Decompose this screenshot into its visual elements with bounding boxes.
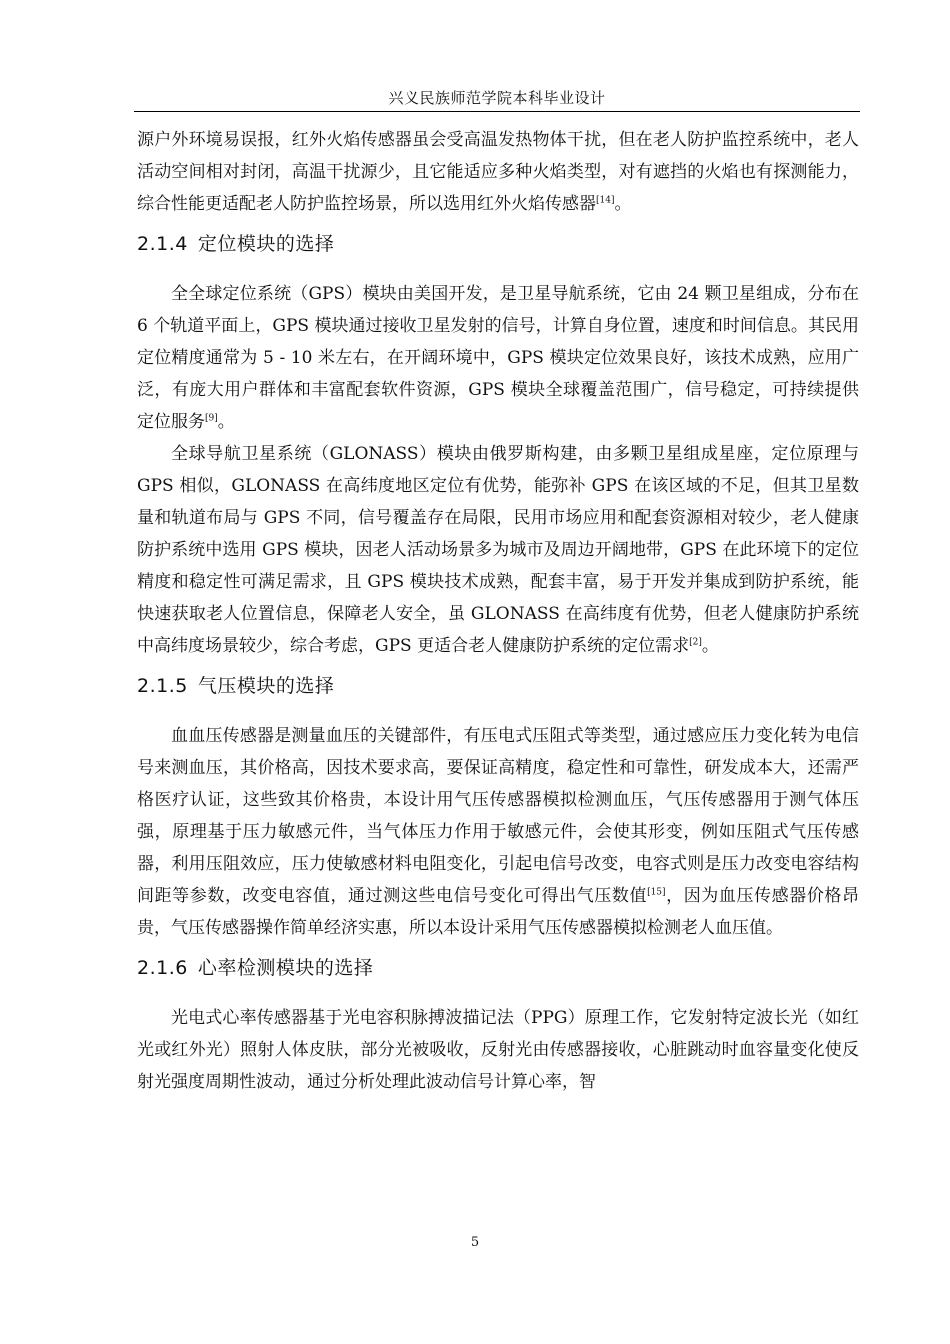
intro-tail: 。 (614, 194, 632, 214)
paragraph-tail: ，因为血压传感器价格昂贵，气压传感器操作简单经济实惠，所以本设计采用气压传感器模拟检测老人血压值。 (137, 886, 860, 938)
section-title: 心率检测模块的选择 (197, 957, 374, 979)
section-title: 定位模块的选择 (197, 233, 335, 255)
page-content (137, 124, 859, 1098)
header-rule (134, 111, 860, 112)
intro-text: 源户外环境易误报，红外火焰传感器虽会受高温发热物体干扰，但在老人防护监控系统中，老人活动空间相对封闭，高温干扰源少，且它能适应多种火焰类型，对有遮挡的火焰也有探测能力，综合性能更适配老人防护监控场景，所以选用红外火焰传感器 (137, 130, 859, 214)
section-title: 气压模块的选择 (197, 675, 335, 697)
section-number: 2.1.5 (137, 675, 188, 697)
citation-2: [2] (689, 637, 702, 648)
page-header: 兴义民族师范学院本科毕业设计 (388, 89, 606, 107)
page-number: 5 (470, 1235, 480, 1250)
paragraph-text: 光电式心率传感器基于光电容积脉搏波描记法（PPG）原理工作，它发射特定波长光（如红光或红外光）照射人体皮肤，部分光被吸收，反射光由传感器接收，心脏跳动时血容量变化使反射光强度周期性波动，通过分析处理此波动信号计算心率，智 (137, 1008, 859, 1092)
citation-14: [14] (596, 195, 615, 206)
paragraph-text: 血血压传感器是测量血压的关键部件，有压电式压阻式等类型，通过感应压力变化转为电信号来测血压，其价格高，因技术要求高，要保证高精度，稳定性和可靠性，研发成本大，还需严格医疗认证，这些致其价格贵，本设计用气压传感器模拟检测血压，气压传感器用于测气体压强，原理基于压力敏感元件，当气体压力作用于敏感元件，会使其形变，例如压阻式气压传感器，利用压阻效应，压力使敏感材料电阻变化，引起电信号改变，电容式则是压力改变电容结构间距等参数，改变电容值，通过测这些电信号变化可得出气压数值 (137, 726, 859, 906)
paragraph-tail: 。 (217, 412, 235, 432)
heart-rate-paragraph (137, 1002, 859, 1098)
intro-paragraph (137, 124, 859, 220)
section-heading-2-1-5 (137, 672, 859, 700)
gps-paragraph (137, 278, 859, 438)
citation-15: [15] (647, 887, 666, 898)
paragraph-tail: 。 (701, 636, 719, 656)
glonass-paragraph (137, 438, 859, 662)
pressure-paragraph (137, 720, 859, 944)
section-number: 2.1.6 (137, 957, 188, 979)
citation-9: [9] (205, 413, 218, 424)
section-heading-2-1-4 (137, 230, 859, 258)
paragraph-text: 全球导航卫星系统（GLONASS）模块由俄罗斯构建，由多颗卫星组成星座，定位原理与 GPS 相似，GLONASS 在高纬度地区定位有优势，能弥补 GPS 在该区域的不足，但其卫星数量和轨道布局与 GPS 不同，信号覆盖存在局限，民用市场应用和配套资源相对较少，老人健康防护系统中选用 GPS 模块，因老人活动场景多为城市及周边开阔地带，GPS 在此环境下的定位精度和稳定性可满足需求，且 GPS 模块技术成熟，配套丰富，易于开发并集成到防护系统，能快速获取老人位置信息，保障老人安全，虽 GLONASS 在高纬度有优势，但老人健康防护系统中高纬度场景较少，综合考虑，GPS 更适合老人健康防护系统的定位需求 (137, 444, 859, 656)
section-heading-2-1-6 (137, 954, 859, 982)
paragraph-text: 全全球定位系统（GPS）模块由美国开发，是卫星导航系统，它由 24 颗卫星组成，分布在 6 个轨道平面上，GPS 模块通过接收卫星发射的信号，计算自身位置，速度和时间信息。其民用定位精度通常为 5 - 10 米左右，在开阔环境中，GPS 模块定位效果良好，该技术成熟，应用广泛，有庞大用户群体和丰富配套软件资源，GPS 模块全球覆盖范围广，信号稳定，可持续提供定位服务 (137, 284, 859, 432)
section-number: 2.1.4 (137, 233, 188, 255)
